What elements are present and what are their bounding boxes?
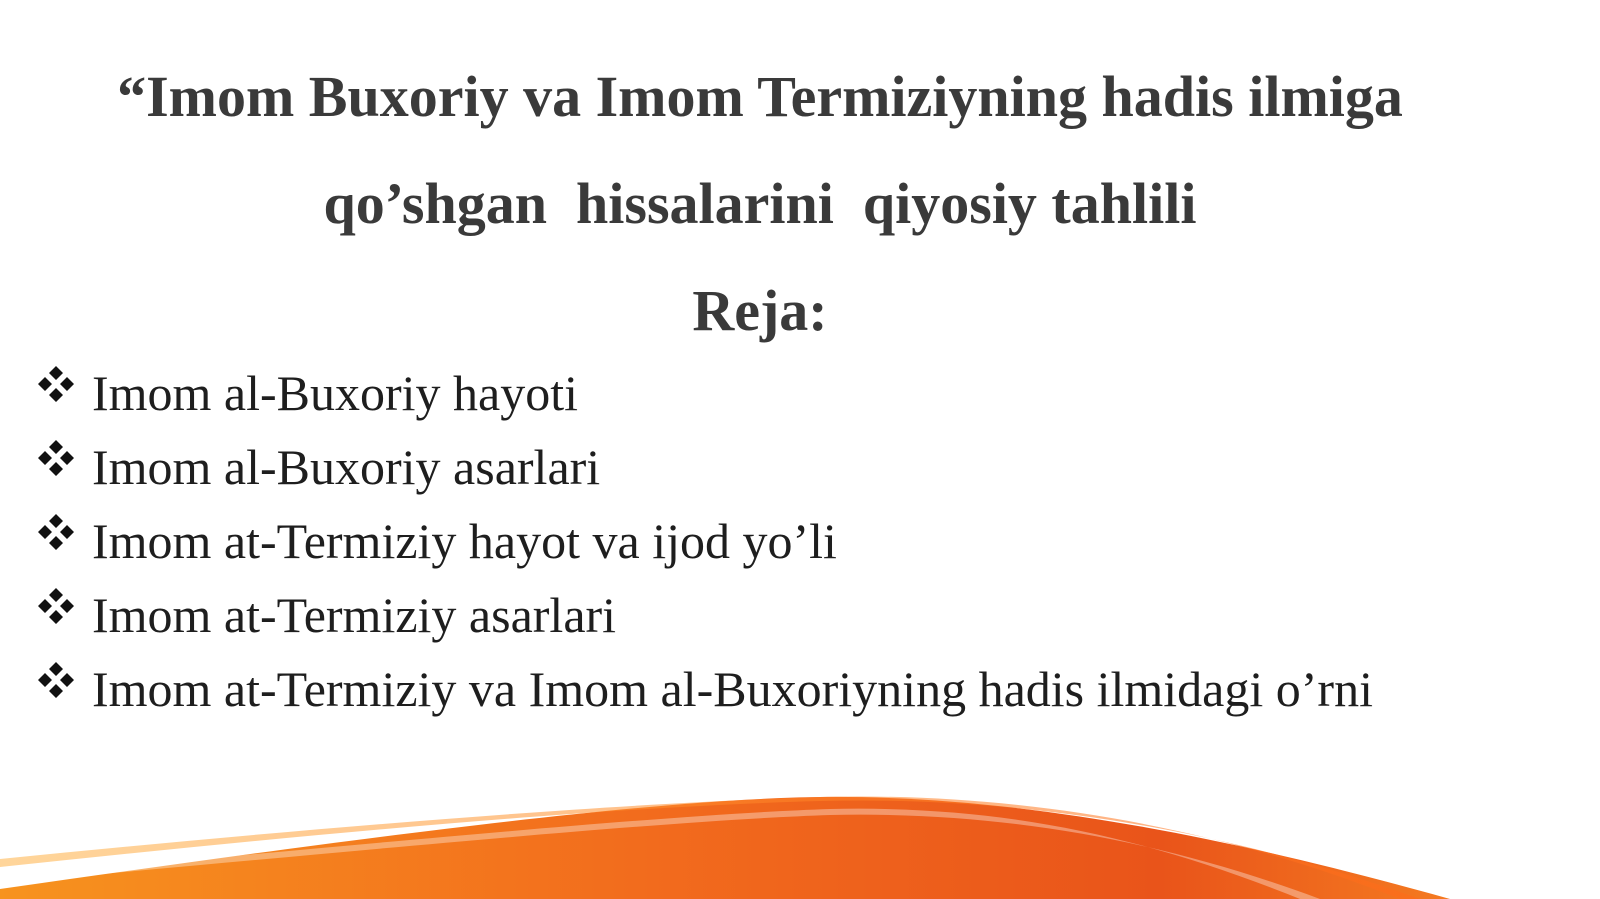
four-diamond-bullet-icon	[36, 512, 76, 552]
decorative-orange-wave	[0, 759, 1600, 899]
plan-item-label: Imom at-Termiziy asarlari	[92, 587, 617, 643]
four-diamond-bullet-icon	[36, 660, 76, 700]
plan-item-4	[36, 578, 1373, 652]
plan-item-label: Imom at-Termiziy va Imom al-Buxoriyning hadis ilmidagi o’rni	[92, 661, 1373, 717]
plan-heading: Reja:	[692, 278, 828, 343]
plan-item-5	[36, 652, 1373, 726]
plan-item-label: Imom at-Termiziy hayot va ijod yo’li	[92, 513, 837, 569]
slide-title-line-2: qo’shgan hissalarini qiyosiy tahlili	[323, 171, 1197, 236]
plan-list	[36, 356, 1373, 726]
plan-item-label: Imom al-Buxoriy hayoti	[92, 365, 579, 421]
plan-item-1	[36, 356, 1373, 430]
plan-item-2	[36, 430, 1373, 504]
plan-item-3	[36, 504, 1373, 578]
four-diamond-bullet-icon	[36, 586, 76, 626]
four-diamond-bullet-icon	[36, 438, 76, 478]
plan-item-label: Imom al-Buxoriy asarlari	[92, 439, 601, 495]
four-diamond-bullet-icon	[36, 364, 76, 404]
slide-title-line-1: “Imom Buxoriy va Imom Termiziyning hadis ilmiga	[117, 64, 1403, 129]
